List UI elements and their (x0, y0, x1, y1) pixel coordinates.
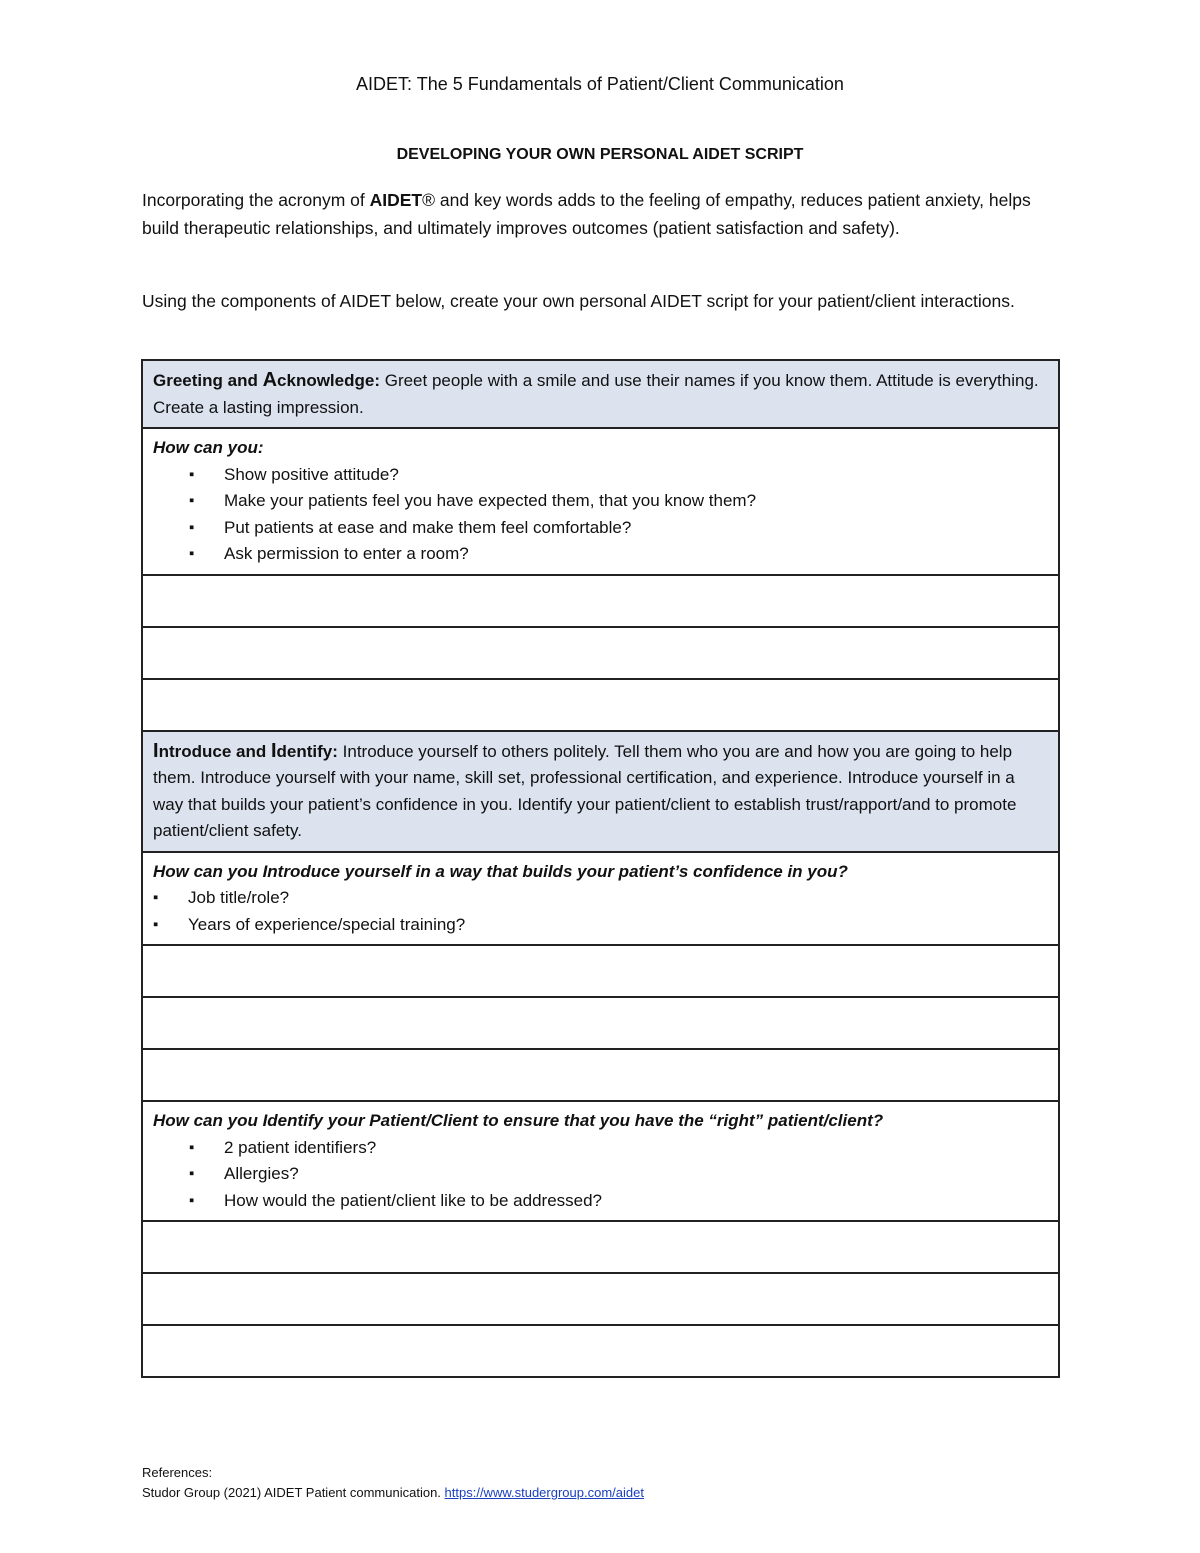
blank-answer-row (142, 1325, 1059, 1377)
introduce-header-row (142, 731, 1059, 852)
blank-answer-row (142, 679, 1059, 731)
blank-answer-row (142, 1221, 1059, 1273)
list-item: ▪ Show positive attitude? (189, 462, 1048, 489)
identify-question-row (142, 1101, 1059, 1221)
identify-question: How can you Identify your Patient/Client to ensure that you have the “right” patient/client? (153, 1111, 884, 1130)
list-item: ▪ 2 patient identifiers? (189, 1135, 1048, 1162)
answer-cell[interactable] (142, 627, 1059, 679)
reference-link[interactable]: https://www.studergroup.com/aidet (444, 1485, 644, 1500)
answer-cell[interactable] (142, 575, 1059, 627)
section-title: DEVELOPING YOUR OWN PERSONAL AIDET SCRIPT (396, 146, 804, 163)
greeting-header-row (142, 360, 1059, 428)
intro-acronym: AIDET (369, 190, 423, 210)
introduce-header-cell (142, 731, 1059, 852)
references (142, 1463, 644, 1503)
list-item: ▪ Make your patients feel you have expected them, that you know them? (189, 488, 1048, 515)
intro-text-start: Incorporating the acronym of (142, 190, 370, 210)
blank-answer-row (142, 997, 1059, 1049)
answer-cell[interactable] (142, 1221, 1059, 1273)
list-item: ▪ Years of experience/special training? (153, 912, 1048, 939)
introduce-label: Introduce and Identify: (153, 739, 338, 762)
references-label: References: (142, 1465, 213, 1480)
blank-answer-row (142, 1049, 1059, 1101)
citation-text: Studor Group (2021) AIDET Patient communication. (142, 1485, 445, 1500)
greeting-label: Greeting and Acknowledge: (153, 369, 380, 391)
greeting-bullet-list (153, 462, 1048, 568)
greeting-question: How can you: (153, 438, 264, 457)
answer-cell[interactable] (142, 1325, 1059, 1377)
aidet-script-table (141, 359, 1060, 1378)
blank-answer-row (142, 575, 1059, 627)
greeting-description: Greet people with a smile and use their names if you know them. Attitude is everything. Create a lasting impression. (153, 371, 1039, 417)
introduce-question-cell (142, 852, 1059, 946)
blank-answer-row (142, 1273, 1059, 1325)
identify-bullet-list (153, 1135, 1048, 1215)
answer-cell[interactable] (142, 997, 1059, 1049)
instructions-paragraph: Using the components of AIDET below, create your own personal AIDET script for your patient/client interactions. (142, 291, 1015, 311)
list-item: ▪ Put patients at ease and make them feel comfortable? (189, 515, 1048, 542)
identify-question-cell (142, 1101, 1059, 1221)
intro-paragraph (142, 186, 1062, 242)
list-item: ▪ How would the patient/client like to be addressed? (189, 1188, 1048, 1215)
list-item: ▪ Job title/role? (153, 885, 1048, 912)
answer-cell[interactable] (142, 945, 1059, 997)
list-item: ▪ Allergies? (189, 1161, 1048, 1188)
greeting-question-cell (142, 428, 1059, 575)
introduce-question: How can you Introduce yourself in a way that builds your patient’s confidence in you? (153, 861, 848, 881)
references-citation (142, 1483, 644, 1503)
introduce-question-row (142, 852, 1059, 946)
introduce-description: Introduce yourself to others politely. Tell them who you are and how you are going to help them. Introduce yourself with your name, skill set, professional certification, and experience. Introduce yourself in a way that builds your patient’s confidence in you. Identify your patient/client to establish trust/rapport/and to promote patient/client safety. (153, 741, 1017, 840)
answer-cell[interactable] (142, 679, 1059, 731)
intro-text-end: and key words adds to the feeling of empathy, reduces patient anxiety, helps build therapeutic relationships, and ultimately improves outcomes (patient satisfaction and safety). (142, 190, 1031, 238)
introduce-bullet-list (153, 885, 1048, 938)
blank-answer-row (142, 945, 1059, 997)
page-title: AIDET: The 5 Fundamentals of Patient/Client Communication (356, 74, 844, 94)
list-item: ▪ Ask permission to enter a room? (189, 541, 1048, 568)
greeting-question-row (142, 428, 1059, 575)
registered-mark: ® (422, 190, 436, 210)
answer-cell[interactable] (142, 1273, 1059, 1325)
answer-cell[interactable] (142, 1049, 1059, 1101)
blank-answer-row (142, 627, 1059, 679)
greeting-header-cell (142, 360, 1059, 428)
